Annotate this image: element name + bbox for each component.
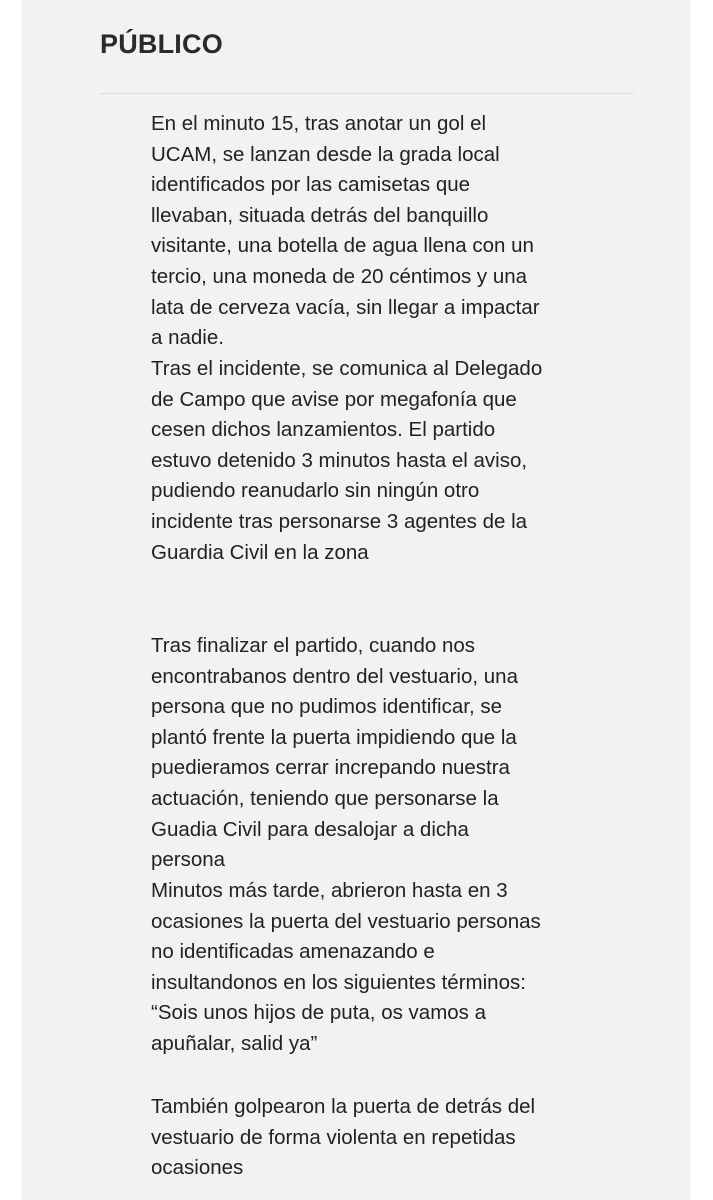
paragraph-threats: Minutos más tarde, abrieron hasta en 3 ocasiones la puerta del vestuario personas no identificadas amenazando e insultandonos en los siguientes términos: “Sois unos hijos de puta, os vamos a apuñalar, salid ya” [151,879,541,1055]
paragraph-door-banging: También golpearon la puerta de detrás del vestuario de forma violenta en repetidas ocasiones [151,1095,536,1180]
section-divider [100,93,634,94]
paragraph-locker-room: Tras finalizar el partido, cuando nos encontrabanos dentro del vestuario, una persona que no pudimos identificar, se plantó frente la puerta impidiendo que la puedieramos cerrar increpando nuestra actuación, teniendo que personarse la Guadia Civil para desalojar a dicha persona [151,634,518,872]
paragraph-stoppage: Tras el incidente, se comunica al Delegado de Campo que avise por megafonía que cesen dichos lanzamientos. El partido estuvo detenido 3 minutos hasta el aviso, pudiendo reanudarlo sin ningún otro incidente tras personarse 3 agentes de la Guardia Civil en la zona [151,357,543,564]
section-title: PÚBLICO [100,29,223,59]
paragraph-bottle-incident: En el minuto 15, tras anotar un gol el UCAM, se lanzan desde la grada local identificados por las camisetas que llevaban, situada detrás del banquillo visitante, una botella de agua llena con un tercio, una moneda de 20 céntimos y una lata de cerveza vacía, sin llegar a impactar a nadie. [151,112,540,350]
